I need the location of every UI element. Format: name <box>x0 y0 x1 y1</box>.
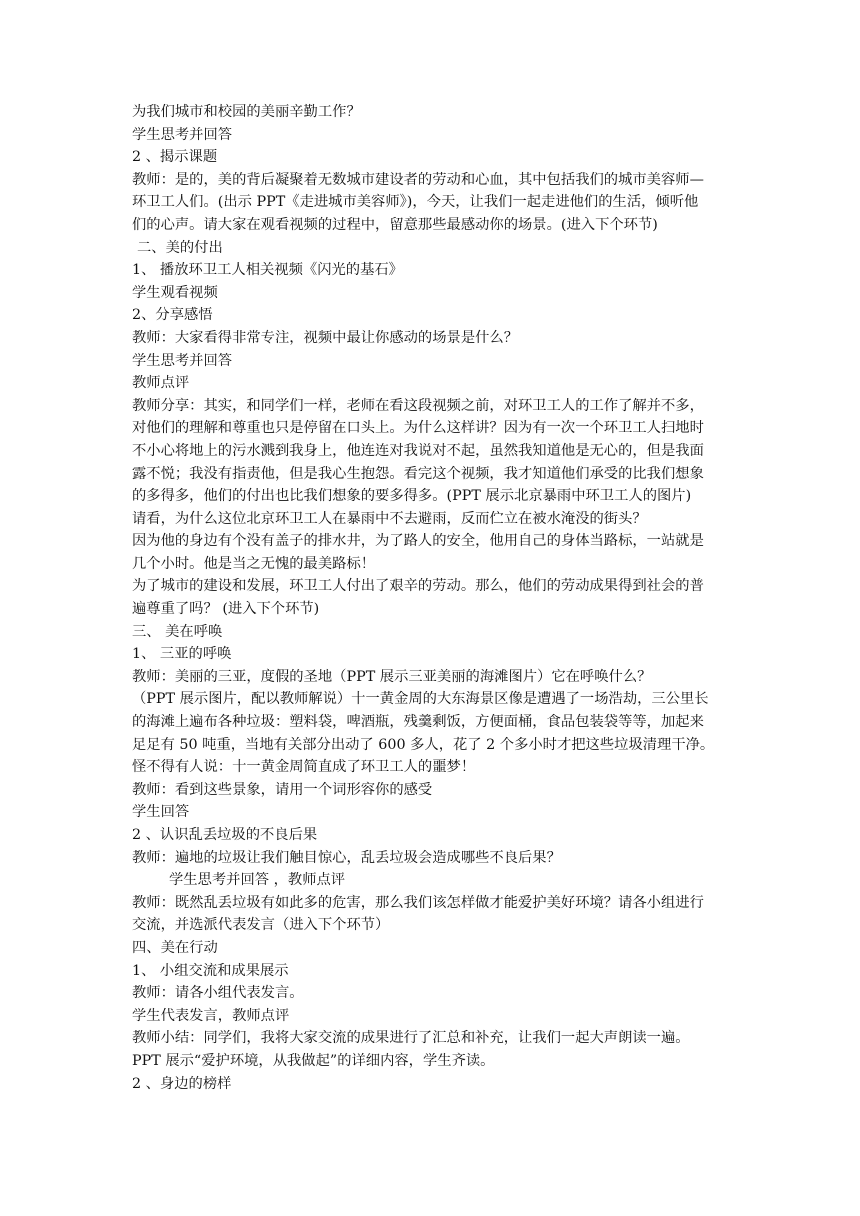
text-line: 不小心将地上的污水溅到我身上，他连连对我说对不起，虽然我知道他是无心的，但是我面 <box>132 442 704 459</box>
text-line: 的多得多，他们的付出也比我们想象的要多得多。(PPT 展示北京暴雨中环卫工人的图片) <box>132 488 692 505</box>
text-line: （PPT 展示图片，配以教师解说）十一黄金周的大东海景区像是遭遇了一场浩劫，三公里长 <box>132 691 709 708</box>
text-line: 环卫工人们。(出示 PPT《走进城市美容师》)，今天，让我们一起走进他们的生活，倾听他 <box>132 194 699 211</box>
text-line: 为了城市的建设和发展，环卫工人付出了艰辛的劳动。那么，他们的劳动成果得到社会的普 <box>132 578 704 595</box>
text-line: 对他们的理解和尊重也只是停留在口头上。为什么这样讲？因为有一次一个环卫工人扫地时 <box>132 420 704 437</box>
section-heading: 2、分享感悟 <box>132 307 213 324</box>
text-line: 教师：看到这些景象，请用一个词形容你的感受 <box>132 781 433 798</box>
section-heading: 2 、身边的榜样 <box>132 1075 232 1092</box>
section-heading: 三、 美在呼唤 <box>132 623 223 640</box>
section-heading: 2 、揭示课题 <box>132 149 218 166</box>
text-line: 学生回答 <box>132 804 190 821</box>
text-line: 为我们城市和校园的美丽辛勤工作？ <box>132 104 361 120</box>
section-heading: 2 、认识乱丢垃圾的不良后果 <box>132 827 318 843</box>
section-heading: 1、 小组交流和成果展示 <box>132 962 289 979</box>
text-line: 学生思考并回答 <box>132 352 233 369</box>
text-line: 教师：大家看得非常专注，视频中最让你感动的场景是什么？ <box>132 329 519 346</box>
section-heading: 1、 三亚的呼唤 <box>132 646 232 663</box>
text-line: 教师分享：其实，和同学们一样，老师在看这段视频之前，对环卫工人的工作了解并不多， <box>132 397 704 414</box>
text-line: 学生思考并回答 ，教师点评 <box>169 872 346 889</box>
text-line: 的海滩上遍布各种垃圾：塑料袋，啤酒瓶，残羹剩饭，方便面桶，食品包装袋等等，加起来 <box>132 714 704 731</box>
text-line: 交流，并选派代表发言（进入下个环节） <box>132 917 390 934</box>
section-heading: 1、 播放环卫工人相关视频《闪光的基石》 <box>132 262 403 279</box>
text-line: 教师：美丽的三亚，度假的圣地（PPT 展示三亚美丽的海滩图片）它在呼唤什么？ <box>132 668 652 685</box>
text-line: 教师点评 <box>132 375 190 392</box>
text-line: 学生观看视频 <box>132 284 218 301</box>
text-line: 露不悦；我没有指责他，但是我心生抱怨。看完这个视频，我才知道他们承受的比我们想象 <box>132 465 704 482</box>
text-line: 教师小结：同学们，我将大家交流的成果进行了汇总和补充，让我们一起大声朗读一遍。 <box>132 1030 690 1047</box>
text-line: 教师：请各小组代表发言。 <box>132 985 304 1002</box>
text-line: 学生代表发言，教师点评 <box>132 1007 290 1024</box>
text-line: 因为他的身边有个没有盖子的排水井，为了路人的安全，他用自己的身体当路标，一站就是 <box>132 533 704 550</box>
text-line: 请看，为什么这位北京环卫工人在暴雨中不去避雨，反而伫立在被水淹没的街头？ <box>132 510 647 527</box>
section-heading: 四、美在行动 <box>132 939 218 956</box>
section-heading: 二、美的付出 <box>137 239 223 256</box>
text-line: 教师：遍地的垃圾让我们触目惊心，乱丢垃圾会造成哪些不良后果？ <box>132 849 561 866</box>
text-line: 怪不得有人说：十一黄金周简直成了环卫工人的噩梦！ <box>132 759 476 776</box>
text-line: 教师：既然乱丢垃圾有如此多的危害，那么我们该怎样做才能爱护美好环境？请各小组进行 <box>132 894 704 911</box>
text-line: 们的心声。请大家在观看视频的过程中，留意那些最感动你的场景。(进入下个环节) <box>132 216 658 233</box>
document-body <box>132 101 740 1095</box>
text-line: 学生思考并回答 <box>132 126 233 143</box>
text-line: 几个小时。他是当之无愧的最美路标！ <box>132 555 376 572</box>
text-line: 教师：是的，美的背后凝聚着无数城市建设者的劳动和心血，其中包括我们的城市美容师— <box>132 171 704 188</box>
text-line: 遍尊重了吗？ (进入下个环节) <box>132 601 320 618</box>
text-line: 足足有 50 吨重，当地有关部分出动了 600 多人，花了 2 个多小时才把这些垃圾清理干净。 <box>132 736 715 753</box>
text-line: PPT 展示“爱护环境，从我做起”的详细内容，学生齐读。 <box>132 1052 495 1069</box>
